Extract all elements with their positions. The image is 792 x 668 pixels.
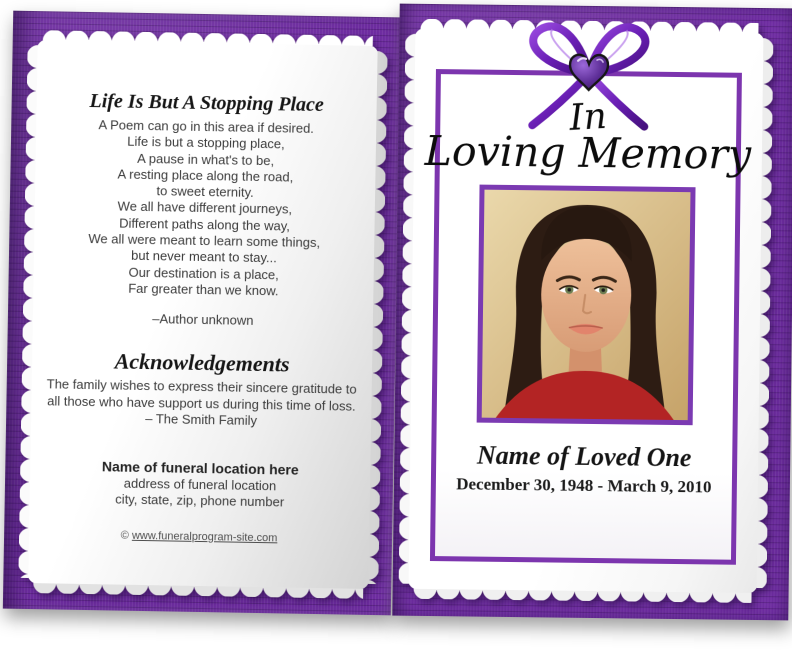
poem-title: Life Is But A Stopping Place (89, 90, 324, 117)
birth-death-dates: December 30, 1948 - March 9, 2010 (456, 474, 712, 497)
acknowledgements-title: Acknowledgements (114, 348, 290, 377)
program-left-page (3, 11, 401, 616)
acknowledgements-line: – The Smith Family (145, 410, 258, 428)
poem-line: We all were meant to learn some things, (88, 231, 321, 251)
funeral-location-city: city, state, zip, phone number (115, 491, 285, 510)
funeral-location-address: address of funeral location (123, 475, 277, 494)
website-link: www.funeralprogram-site.com (131, 529, 278, 545)
cover-scalloped-card (408, 28, 765, 594)
poem-body (32, 116, 377, 301)
acknowledgements-line: The family wishes to express their sincere gratitude to (46, 376, 357, 397)
copyright-icon: © (120, 529, 129, 542)
poem-line: Different paths along the way, (119, 215, 291, 234)
cover-title-line1: In (568, 95, 609, 139)
poem-line: A resting place along the road, (117, 166, 294, 185)
purple-frame-border (424, 69, 752, 565)
program-cover-page (392, 4, 792, 621)
poem-line: Far greater than we know. (128, 280, 279, 299)
portrait-photo (477, 185, 696, 426)
website-credit (28, 528, 370, 546)
poem-line: A pause in what's to be, (137, 150, 275, 168)
poem-line: We all have different journeys, (117, 198, 293, 218)
poem-line: A Poem can go in this area if desired. (98, 117, 315, 136)
poem-line: but never meant to stay... (130, 248, 277, 266)
portrait-illustration (482, 190, 691, 420)
acknowledgements-line: all those who have support us during this time of loss. (47, 392, 356, 414)
cover-title-line2: Loving Memory (424, 126, 752, 179)
ribbon-bow-icon (499, 15, 678, 137)
left-scalloped-card (27, 39, 378, 590)
poem-line: Our destination is a place, (128, 264, 279, 283)
acknowledgements-body (30, 376, 373, 431)
funeral-location-name: Name of funeral location here (101, 458, 299, 478)
deceased-name: Name of Loved One (476, 440, 692, 473)
poem-line: Life is but a stopping place, (127, 133, 285, 152)
poem-line: to sweet eternity. (156, 183, 254, 201)
poem-author: –Author unknown (152, 311, 254, 329)
